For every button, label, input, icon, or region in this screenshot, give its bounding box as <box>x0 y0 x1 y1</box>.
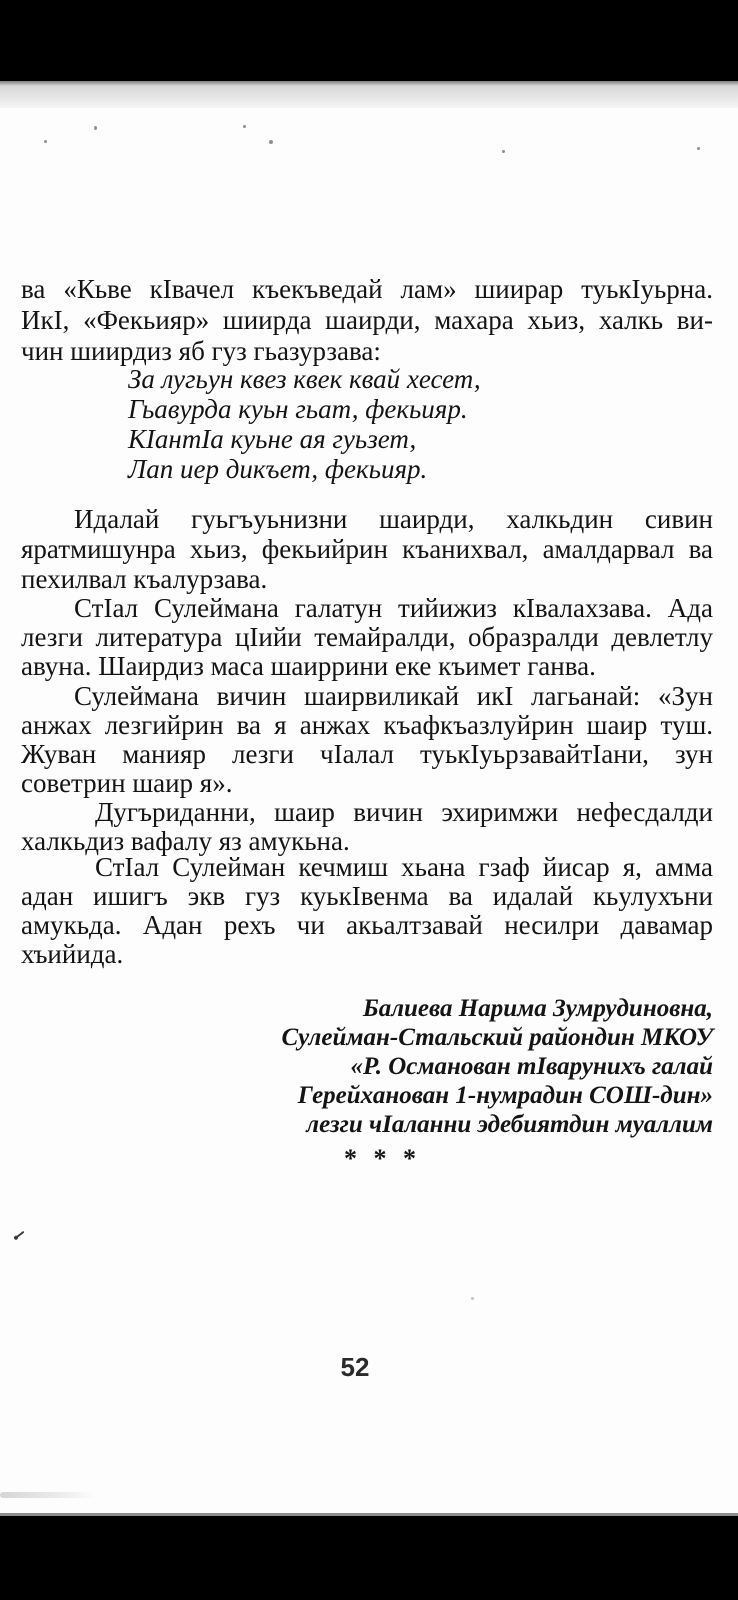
signature-line: Герейханован 1-нумрадин СОШ-дин» <box>297 1082 713 1109</box>
signature-line: Балиева Нарима Зумрудиновна, <box>362 995 713 1022</box>
text-line: адан ишигъ экв гуз куькIвенма ва идалай кьулухъни <box>21 881 713 911</box>
text-line: анжах лезгийрин ва я анжах къафкъазлуйрин шаир туш. <box>21 710 713 740</box>
text-line: авуна. Шаирдиз маса шаиррини еке къимет ганва. <box>21 651 596 681</box>
text-line: амукьда. Адан рехъ чи акьалтзавай несилри давамар <box>21 910 713 940</box>
dust-speck <box>697 147 700 150</box>
text-line: яратмишунра хьиз, фекьийрин къанихвал, амалдарвал ва <box>21 534 713 564</box>
poem-line: Лап иер дикъет, фекьияр. <box>128 454 428 484</box>
dust-speck <box>44 140 47 143</box>
bottom-letterbox-bar <box>0 1516 738 1600</box>
text-line: СтIал Сулейман кечмиш хьана гзаф йисар я, амма <box>95 852 713 882</box>
page-top-edge-shadow <box>0 81 738 108</box>
text-line: ИкI, «Фекьияр» шиирда шаирди, махара хьиз, халкь ви- <box>21 305 713 335</box>
body-paragraph <box>21 682 713 798</box>
text-line: пехилвал къалурзава. <box>21 564 268 594</box>
text-line: Сулеймана вичин шаирвиликай икI лагьанай: «Зун <box>74 681 713 711</box>
dust-speck <box>471 1297 474 1300</box>
text-line: советрин шаир я». <box>21 768 233 798</box>
dust-speck <box>94 126 97 130</box>
text-line: чин шиирдиз яб гуз гьазурзава: <box>21 336 381 366</box>
signature-line: лезги чIаланни эдебиятдин муаллим <box>306 1111 713 1138</box>
body-paragraph <box>21 504 713 594</box>
pen-mark <box>15 1231 25 1239</box>
body-paragraph <box>21 274 713 367</box>
poem-quote-block <box>128 364 608 484</box>
text-line: халкьдиз вафалу яз амукьна. <box>21 826 350 856</box>
text-line: хъийида. <box>21 939 124 969</box>
author-signature-block <box>21 994 713 1139</box>
text-line: Идалай гуьгъуьнизни шаирди, халкьдин сивин <box>74 504 713 534</box>
dust-speck <box>243 125 246 128</box>
text-line: лезги литература цIийи темайралди, образралди девлетлу <box>21 622 713 652</box>
body-paragraph <box>21 798 713 856</box>
body-paragraph <box>21 594 713 681</box>
page-number: 52 <box>340 1352 370 1382</box>
scan-smudge <box>0 1492 96 1498</box>
text-line: Жуван манияр лезги чIалал туькIуьрзавайтIани, зун <box>21 739 713 769</box>
poem-line: Гьавурда куьн гьат, фекьияр. <box>128 394 468 424</box>
body-paragraph <box>21 853 713 969</box>
dust-speck <box>502 150 505 153</box>
signature-line: «Р. Османован тIварунихъ галай <box>350 1053 713 1080</box>
text-line: ва «Кьве кIвачел къекъведай лам» шиирар туькIуьрна. <box>21 274 713 304</box>
poem-line: КIантIа куьне ая гуьзет, <box>128 424 417 454</box>
text-line: Дугъриданни, шаир вичин эхиримжи нефесдалди <box>95 797 713 827</box>
dust-speck <box>269 140 273 144</box>
section-separator: * * * <box>344 1144 416 1173</box>
signature-line: Сулейман-Стальский райондин МКОУ <box>281 1024 713 1051</box>
text-line: СтIал Сулеймана галатун тийижиз кIвалахзава. Ада <box>74 593 713 623</box>
top-letterbox-bar <box>0 0 738 81</box>
poem-line: За лугьун квез квек квай хесет, <box>128 364 481 394</box>
